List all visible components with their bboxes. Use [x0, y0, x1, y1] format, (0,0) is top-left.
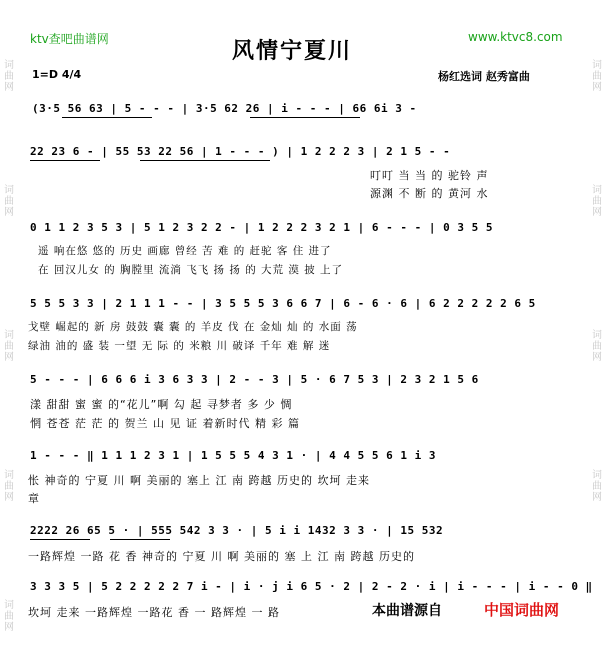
side-watermark-right-2: 词 曲 网	[592, 185, 602, 218]
beat-underline	[30, 160, 100, 161]
score-row-5-lyrics-1: 漾 甜甜 蜜 蜜 的“花儿”啊 勾 起 寻梦者 多 少 惆	[30, 398, 293, 411]
key-signature: 1=D 4/4	[32, 68, 82, 81]
credits: 杨红选词 赵秀富曲	[438, 70, 530, 83]
side-watermark-right-3: 词 曲 网	[592, 330, 602, 363]
score-row-3-lyrics-1: 遥 响在悠 悠的 历史 画廊 曾经 苦 难 的 赶驼 客 住 进了	[38, 245, 332, 257]
side-watermark-left-3: 词 曲 网	[4, 330, 14, 363]
score-row-7-notes: 2222 26 65 5 · | 555 542 3 3 · | 5 i i 1432 3 3 · | 15 532	[30, 524, 444, 537]
score-row-6-lyrics-1: 怅 神奇的 宁夏 川 啊 美丽的 塞上 江 南 跨越 历史的 坎坷 走来	[28, 474, 370, 487]
score-row-8-lyrics-1: 坎坷 走来 一路辉煌 一路花 香 一 路辉煌 一 路	[28, 606, 280, 619]
score-row-8-notes: 3 3 3 5 | 5 2 2 2 2 2 7 i - | i · j i 6 5 · 2 | 2 - 2 · i | i - - - | i - - 0 ‖	[30, 580, 593, 593]
source-site-name: 中国词曲网	[484, 601, 560, 619]
score-row-2-lyrics-2: 源渊 不 断 的 黄河 水	[370, 187, 489, 200]
song-title: 风情宁夏川	[232, 38, 353, 64]
beat-underline	[30, 539, 90, 540]
score-row-3-notes: 0 1 1 2 3 5 3 | 5 1 2 3 2 2 - | 1 2 2 2 3 2 1 | 6 - - - | 0 3 5 5	[30, 221, 493, 234]
beat-underline	[62, 117, 152, 118]
score-row-5-notes: 5 - - - | 6 6 6 i 3 6 3 3 | 2 - - 3 | 5 · 6 7 5 3 | 2 3 2 1 5 6	[30, 373, 479, 386]
score-row-5-lyrics-2: 惘 苍苍 茫 茫 的 贺兰 山 见 证 着新时代 精 彩 篇	[30, 417, 300, 430]
score-row-1-notes: (3·5 56 63 | 5 - - - | 3·5 62 26 | i - - - | 66 6i 3 -	[32, 102, 417, 115]
beat-underline	[110, 539, 170, 540]
score-row-6-notes: 1 - - - ‖ 1 1 1 2 3 1 | 1 5 5 5 4 3 1 · | 4 4 5 5 6 1 i 3	[30, 449, 436, 462]
side-watermark-left-5: 词 曲 网	[4, 600, 14, 633]
side-watermark-left-2: 词 曲 网	[4, 185, 14, 218]
side-watermark-left-1: 词 曲 网	[4, 60, 14, 93]
score-row-6-lyrics-2: 章	[28, 492, 40, 505]
site-name-left: ktv查吧曲谱网	[30, 32, 109, 46]
score-row-2-lyrics-1: 叮叮 当 当 的 驼铃 声	[370, 169, 489, 182]
score-row-4-lyrics-1: 戈壁 崛起的 新 房 鼓鼓 囊 囊 的 羊皮 伐 在 金灿 灿 的 水面 荡	[28, 321, 358, 333]
site-url-right: www.ktvc8.com	[468, 30, 563, 44]
side-watermark-right-4: 词 曲 网	[592, 470, 602, 503]
score-row-7-lyrics-1: 一路辉煌 一路 花 香 神奇的 宁夏 川 啊 美丽的 塞 上 江 南 跨越 历史的	[28, 550, 415, 563]
score-row-2-notes: 22 23 6 - | 55 53 22 56 | 1 - - - ) | 1 2 2 2 3 | 2 1 5 - -	[30, 145, 451, 158]
source-note: 本曲谱源自	[372, 603, 442, 619]
score-row-4-notes: 5 5 5 3 3 | 2 1 1 1 - - | 3 5 5 5 3 6 6 7 | 6 - 6 · 6 | 6 2 2 2 2 2 6 5	[30, 297, 536, 310]
beat-underline	[140, 160, 270, 161]
beat-underline	[250, 117, 360, 118]
score-row-3-lyrics-2: 在 回汉儿女 的 胸膛里 流淌 飞飞 扬 扬 的 大荒 漠 披 上了	[38, 264, 344, 276]
side-watermark-right-1: 词 曲 网	[592, 60, 602, 93]
score-row-4-lyrics-2: 绿油 油的 盛 装 一望 无 际 的 米粮 川 破译 千年 难 解 迷	[28, 340, 331, 352]
side-watermark-left-4: 词 曲 网	[4, 470, 14, 503]
